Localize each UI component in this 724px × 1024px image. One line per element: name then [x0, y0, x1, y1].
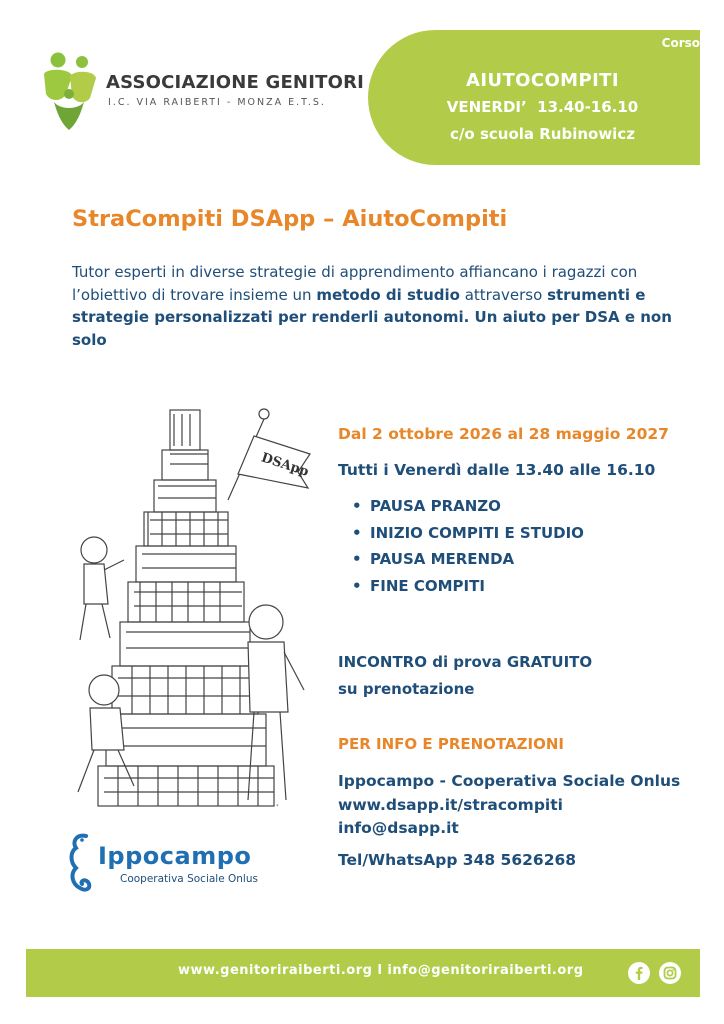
contact-email-link[interactable]: info@dsapp.it — [338, 819, 459, 837]
contact-block — [338, 770, 680, 841]
flag-label: DSApp — [259, 450, 311, 480]
instagram-icon[interactable] — [659, 962, 681, 984]
trial-info — [338, 649, 592, 703]
org-name: ASSOCIAZIONE GENITORI — [106, 72, 365, 93]
books-tower-illustration — [58, 390, 316, 820]
child-standing-right — [248, 605, 304, 800]
intro-paragraph — [72, 261, 672, 351]
svg-text:*: * — [276, 804, 279, 810]
association-logo — [36, 50, 106, 132]
page-title: StraCompiti DSApp – AiutoCompiti — [72, 206, 508, 232]
child-sitting-left — [78, 675, 134, 792]
intro-text-4: strumenti e strategie personalizzati per renderli autonomi. Un aiuto per DSA e non solo — [72, 285, 672, 349]
partner-name: Ippocampo — [98, 842, 252, 870]
trial-line-2: su prenotazione — [338, 680, 475, 698]
trial-line-1: INCONTRO di prova GRATUITO — [338, 653, 593, 671]
partner-subtitle: Cooperativa Sociale Onlus — [120, 873, 258, 885]
course-title: AIUTOCOMPITI — [466, 70, 619, 91]
intro-text-2: metodo di studio — [316, 285, 460, 304]
child-climbing — [80, 537, 124, 640]
contact-org: Ippocampo - Cooperativa Sociale Onlus — [338, 772, 681, 790]
list-item: • INIZIO COMPITI E STUDIO — [352, 520, 584, 547]
contact-website-link[interactable]: www.dsapp.it/stracompiti — [338, 795, 563, 814]
course-place: c/o scuola Rubinowicz — [450, 125, 635, 143]
course-dates: Dal 2 ottobre 2026 al 28 maggio 2027 — [338, 425, 669, 443]
info-heading: PER INFO E PRENOTAZIONI — [338, 735, 564, 753]
course-schedule: Tutti i Venerdì dalle 13.40 alle 16.10 — [338, 461, 656, 479]
contact-phone: Tel/WhatsApp 348 5626268 — [338, 851, 577, 869]
intro-text-3: attraverso — [459, 285, 548, 304]
list-item: • PAUSA MERENDA — [352, 546, 584, 573]
course-day: VENERDI’ 13.40-16.10 — [446, 98, 639, 116]
intro-text-1: Tutor esperti in diverse strategie di apprendimento affiancano i ragazzi con l’obiettivo di trovare insieme un — [72, 263, 638, 304]
course-info — [405, 70, 680, 143]
activity-list — [352, 493, 584, 599]
facebook-icon[interactable] — [628, 962, 650, 984]
footer-contacts: www.genitoriraiberti.org l info@genitoriraiberti.org — [178, 963, 584, 978]
corso-label: Corso — [661, 36, 700, 50]
list-item: • PAUSA PRANZO — [352, 493, 584, 520]
list-item: • FINE COMPITI — [352, 573, 584, 600]
org-subtitle: I.C. VIA RAIBERTI - MONZA E.T.S. — [108, 97, 326, 108]
seahorse-icon — [66, 832, 96, 894]
flag — [228, 409, 310, 500]
